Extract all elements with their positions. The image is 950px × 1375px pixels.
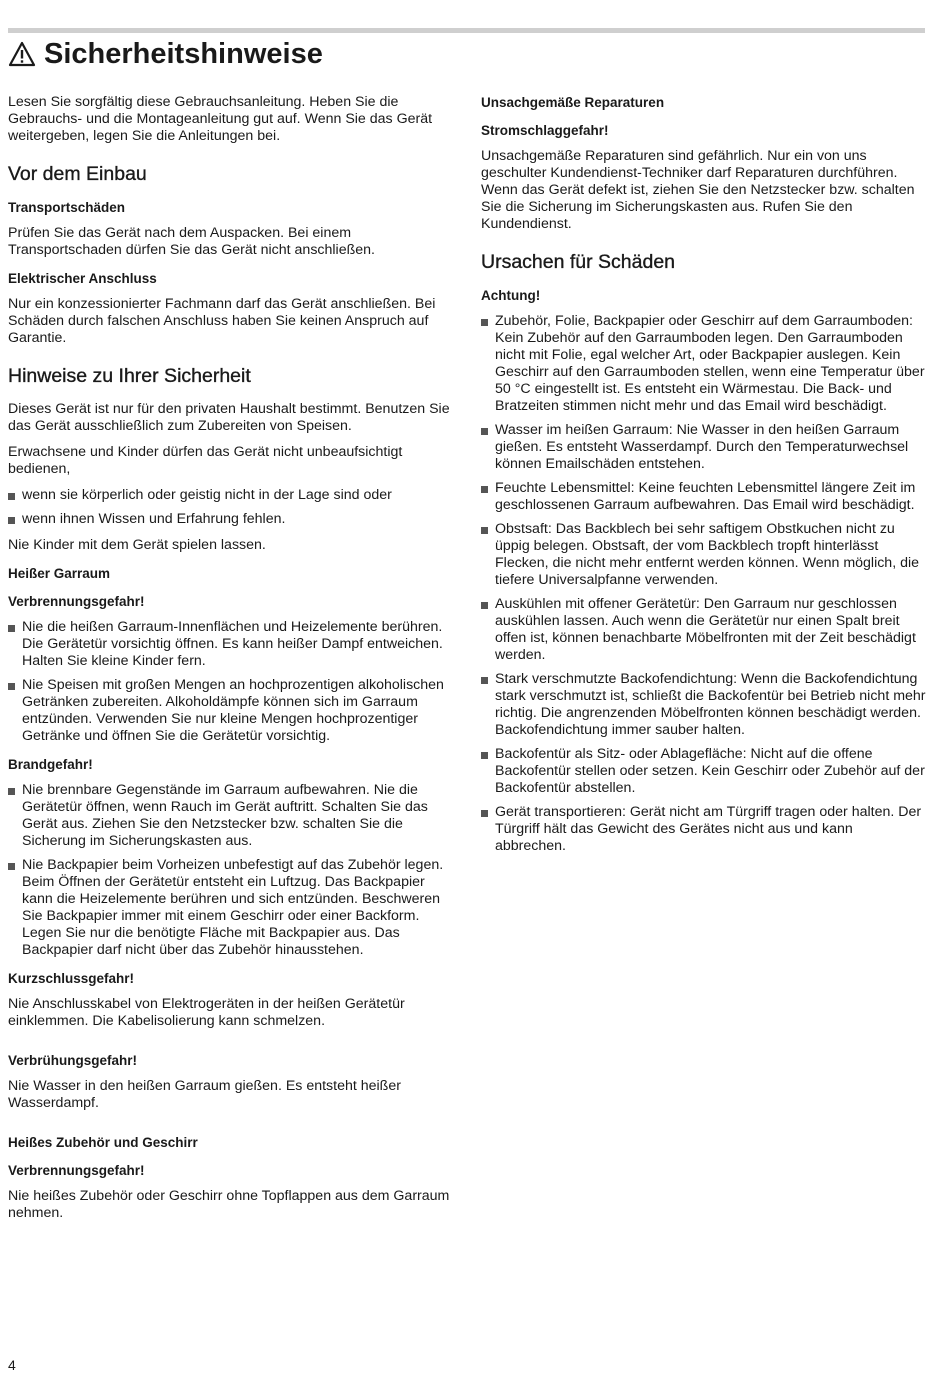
- list-item: Zubehör, Folie, Backpapier oder Geschirr auf dem Garraumboden: Kein Zubehör auf den Garraumboden legen. Den Garraumboden nicht mit Folie, egal welcher Art, oder Backpapier auslegen. Kein Geschirr auf den Garraumboden stellen, wenn eine Temperatur über 50 °C eingestellt ist. Es entsteht ein Wärmestau. Die Back- und Bratzeiten stimmen nicht mehr und das Email wird beschädigt.: [481, 313, 927, 415]
- list-item: Nie die heißen Garraum-Innenflächen und Heizelemente berühren. Die Gerätetür vorsichtig öffnen. Es kann heißer Dampf entweichen. Halten Sie kleine Kinder fern.: [8, 619, 458, 670]
- square-bullet-icon: [8, 625, 15, 632]
- list-item: Stark verschmutzte Backofendichtung: Wenn die Backofendichtung stark verschmutzt ist, schließt die Backofentür bei Betrieb nicht mehr richtig. Die angrenzenden Möbelfronten können beschädigt werden. Backofendichtung immer sauber halten.: [481, 671, 927, 739]
- list-item: wenn sie körperlich oder geistig nicht in der Lage sind oder: [8, 487, 458, 504]
- list-item: wenn ihnen Wissen und Erfahrung fehlen.: [8, 511, 458, 528]
- reparaturen-text: Unsachgemäße Reparaturen sind gefährlich. Nur ein von uns geschulter Kundendienst-Techniker darf Reparaturen durchführen. Wenn das Gerät defekt ist, ziehen Sie den Netzstecker bzw. schalten Sie die Sicherung im Sicherungskasten aus. Rufen Sie den Kundendienst.: [481, 148, 915, 232]
- square-bullet-icon: [8, 788, 15, 795]
- kurzschluss-text: Nie Anschlusskabel von Elektrogeräten in der heißen Gerätetür einklemmen. Die Kabelisolierung kann schmelzen.: [8, 996, 405, 1029]
- heading-hinweise-sicherheit: Hinweise zu Ihrer Sicherheit: [8, 365, 251, 387]
- list-item: Nie brennbare Gegenstände im Garraum aufbewahren. Nie die Gerätetür öffnen, wenn Rauch im Gerät auftritt. Schalten Sie das Gerät aus. Ziehen Sie den Netzstecker bzw. schalten Sie die Sicherung im Sicherungskasten aus.: [8, 782, 458, 850]
- subheading-transportschaeden: Transportschäden: [8, 200, 126, 215]
- brand-list: [8, 782, 458, 959]
- page-number: 4: [8, 1357, 16, 1373]
- list-item: Obstsaft: Das Backblech bei sehr saftigem Obstkuchen nicht zu üppig belegen. Obstsaft, der vom Backblech tropft hinterlässt Flecken, die nicht mehr entfernt werden können. Wenn möglich, die tiefere Universalpfanne verwenden.: [481, 521, 927, 589]
- heading-vor-dem-einbau: Vor dem Einbau: [8, 163, 147, 185]
- list-item: Feuchte Lebensmittel: Keine feuchten Lebensmittel längere Zeit im geschlossenen Garraum aufbewahren. Das Email wird beschädigt.: [481, 480, 927, 514]
- square-bullet-icon: [481, 752, 488, 759]
- square-bullet-icon: [8, 517, 15, 524]
- square-bullet-icon: [481, 602, 488, 609]
- square-bullet-icon: [8, 683, 15, 690]
- square-bullet-icon: [8, 863, 15, 870]
- subheading-stromschlaggefahr: Stromschlaggefahr!: [481, 123, 609, 138]
- hinweise-list: [8, 487, 458, 528]
- square-bullet-icon: [481, 527, 488, 534]
- square-bullet-icon: [481, 810, 488, 817]
- header-rule: [8, 28, 925, 33]
- subheading-verbrennungsgefahr-2: Verbrennungsgefahr!: [8, 1163, 145, 1178]
- list-item: Wasser im heißen Garraum: Nie Wasser in den heißen Garraum gießen. Es entsteht Wasserdampf. Durch den Temperaturwechsel können Emailschäden entstehen.: [481, 422, 927, 473]
- hinweise-text-2: Erwachsene und Kinder dürfen das Gerät nicht unbeaufsichtigt bedienen,: [8, 444, 403, 477]
- square-bullet-icon: [481, 428, 488, 435]
- subheading-elektrischer-anschluss: Elektrischer Anschluss: [8, 271, 157, 286]
- subheading-kurzschlussgefahr: Kurzschlussgefahr!: [8, 971, 135, 986]
- subheading-achtung: Achtung!: [481, 288, 541, 303]
- list-item: Nie Backpapier beim Vorheizen unbefestigt auf das Zubehör legen. Beim Öffnen der Gerätetür entsteht ein Luftzug. Das Backpapier kann die Heizelemente berühren und sich entzünden. Beschweren Sie Backpapier immer mit einem Geschirr oder einer Backform. Legen Sie nur die benötigte Fläche mit Backpapier aus. Das Backpapier darf nicht über das Zubehör hinausstehen.: [8, 857, 458, 959]
- page-title-text: Sicherheitshinweise: [44, 38, 323, 70]
- page-title: [8, 36, 323, 72]
- subheading-verbruehungsgefahr: Verbrühungsgefahr!: [8, 1053, 138, 1068]
- list-item: Backofentür als Sitz- oder Ablagefläche: Nicht auf die offene Backofentür stellen oder setzen. Kein Geschirr oder Zubehör auf der Backofentür abstellen.: [481, 746, 927, 797]
- square-bullet-icon: [481, 486, 488, 493]
- square-bullet-icon: [481, 677, 488, 684]
- subheading-heisser-garraum: Heißer Garraum: [8, 566, 111, 581]
- intro-text: Lesen Sie sorgfältig diese Gebrauchsanleitung. Heben Sie die Gebrauchs- und die Montageanleitung gut auf. Wenn Sie das Gerät weitergeben, legen Sie die Anleitungen bei.: [8, 94, 433, 144]
- hinweise-text-3: Nie Kinder mit dem Gerät spielen lassen.: [8, 537, 266, 553]
- square-bullet-icon: [8, 493, 15, 500]
- warning-triangle-icon: [8, 41, 36, 67]
- list-item: Gerät transportieren: Gerät nicht am Türgriff tragen oder halten. Der Türgriff hält das Gewicht des Gerätes nicht aus und kann abbrechen.: [481, 804, 927, 855]
- zubehoer-text: Nie heißes Zubehör oder Geschirr ohne Topflappen aus dem Garraum nehmen.: [8, 1188, 450, 1221]
- subheading-heisses-zubehoer: Heißes Zubehör und Geschirr: [8, 1135, 198, 1150]
- heading-ursachen-fuer-schaeden: Ursachen für Schäden: [481, 251, 676, 273]
- subheading-unsachgemaesse-reparaturen: Unsachgemäße Reparaturen: [481, 95, 665, 110]
- ursachen-list: [481, 313, 927, 855]
- verbruehung-text: Nie Wasser in den heißen Garraum gießen. Es entsteht heißer Wasserdampf.: [8, 1078, 401, 1111]
- square-bullet-icon: [481, 319, 488, 326]
- left-column: [8, 94, 458, 1231]
- subheading-verbrennungsgefahr: Verbrennungsgefahr!: [8, 594, 145, 609]
- list-item: Nie Speisen mit großen Mengen an hochprozentigen alkoholischen Getränken zubereiten. Alkoholdämpfe können sich im Garraum entzünden. Verwenden Sie nur kleine Mengen hochprozentiger Getränke und öffnen Sie die Gerätetür vorsichtig.: [8, 677, 458, 745]
- hinweise-text-1: Dieses Gerät ist nur für den privaten Haushalt bestimmt. Benutzen Sie das Gerät ausschließlich zum Zubereiten von Speisen.: [8, 401, 450, 434]
- transport-text: Prüfen Sie das Gerät nach dem Auspacken. Bei einem Transportschaden dürfen Sie das Gerät nicht anschließen.: [8, 225, 375, 258]
- anschluss-text: Nur ein konzessionierter Fachmann darf das Gerät anschließen. Bei Schäden durch falschen Anschluss haben Sie keinen Anspruch auf Garantie.: [8, 296, 436, 346]
- subheading-brandgefahr: Brandgefahr!: [8, 757, 93, 772]
- verbrennung-list: [8, 619, 458, 745]
- right-column: [481, 94, 927, 864]
- list-item: Auskühlen mit offener Gerätetür: Den Garraum nur geschlossen auskühlen lassen. Auch wenn die Gerätetür nur einen Spalt breit offen ist, können benachbarte Möbelfronten mit der Zeit beschädigt werden.: [481, 596, 927, 664]
